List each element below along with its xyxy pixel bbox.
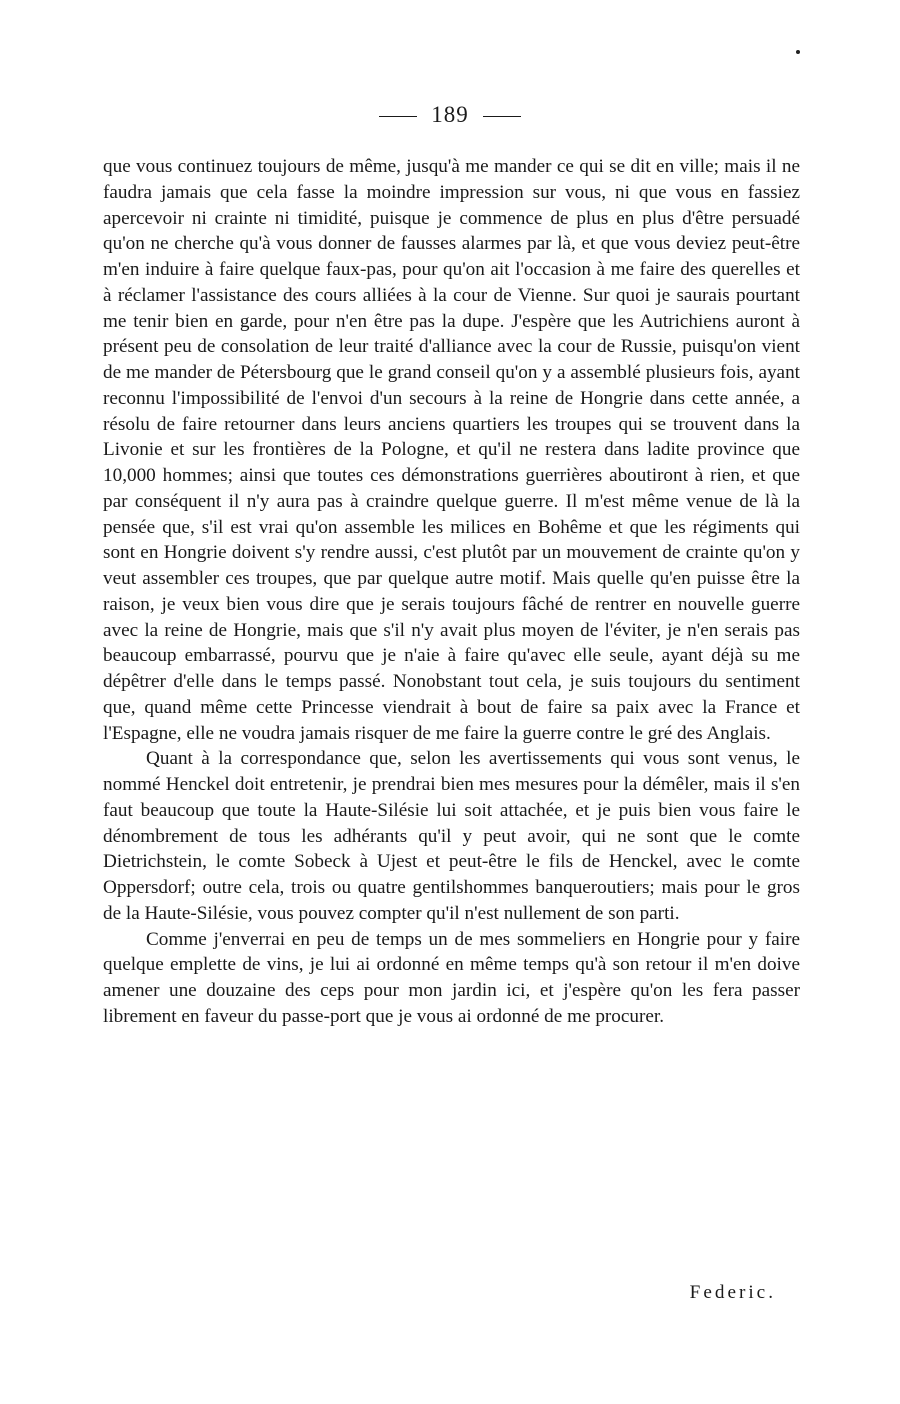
signature: Federic. <box>689 1282 776 1303</box>
paragraph-continuation: que vous continuez toujours de même, jusqu'à me mander ce qui se dit en ville; mais il ne faudra jamais que cela fasse la moindre impression sur vous, ni que vous en fassiez apercevoir ni crainte ni timidité, puisque je commence de plus en plus d'être persuadé qu'on ne cherche qu'à vous donner de fausses alarmes par là, et que vous deviez peut-être m'en induire à faire quelque faux-pas, pour qu'on ait l'occasion à me faire des querelles et à réclamer l'assistance des cours alliées à la cour de Vienne. Sur quoi je saurais pourtant me tenir bien en garde, pour n'en être pas la dupe. J'espère que les Autrichiens auront à présent peu de consolation de leur traité d'alliance avec la cour de Russie, puisqu'on vient de me mander de Pétersbourg que le grand conseil qu'on y a assemblé plusieurs fois, ayant reconnu l'impossibilité de l'envoi d'un secours à la reine de Hongrie dans cette année, a résolu de faire retourner dans leurs anciens quartiers les troupes qui se trouvent dans la Livonie et sur les frontières de la Pologne, et qu'il ne restera dans ladite province que 10,000 hommes; ainsi que toutes ces démonstrations guerrières aboutiront à rien, et que par conséquent il n'y aura pas à craindre quelque guerre. Il m'est même venue de là la pensée que, s'il est vrai qu'on assemble les milices en Bohême et que les régiments qui sont en Hongrie doivent s'y rendre aussi, c'est plutôt par un mouvement de crainte qu'on y veut assembler ces troupes, que par quelque autre motif. Mais quelle qu'en puisse être la raison, je veux bien vous dire que je serais toujours fâché de rentrer en nouvelle guerre avec la reine de Hongrie, mais que s'il n'y avait plus moyen de l'éviter, je n'en serais pas beaucoup embarrassé, pourvu que je n'aie à faire qu'avec elle seule, ayant déjà su me dépêtrer d'elle dans le temps passé. Nonobstant tout cela, je suis toujours du sentiment que, quand même cette Princesse viendrait à bout de faire sa paix avec la France et l'Espagne, elle ne voudra jamais risquer de me faire la guerre contre le gré des Anglais. <box>103 156 800 744</box>
letter-body <box>103 154 800 1030</box>
ink-speck <box>796 50 800 54</box>
paragraph-correspondence: Quant à la correspondance que, selon les avertissements qui vous sont venus, le nommé Henckel doit entretenir, je prendrai bien mes mesures pour la démêler, mais il s'en faut beaucoup que toute la Haute-Silésie lui soit attachée, et je puis bien vous faire le dénombrement de tous les adhérants qu'il y peut avoir, qui ne sont que le comte Dietrichstein, le comte Sobeck à Ujest et peut-être le fils de Henckel, avec le comte Oppersdorf; outre cela, trois ou quatre gentilshommes banqueroutiers; mais pour le gros de la Haute-Silésie, vous pouvez compter qu'il n'est nullement de son parti. <box>103 748 800 924</box>
header-rule-right <box>483 116 521 117</box>
page-number: 189 <box>431 102 469 127</box>
page-header <box>0 102 900 128</box>
paragraph-wine-order: Comme j'enverrai en peu de temps un de mes sommeliers en Hongrie pour y faire quelque emplette de vins, je lui ai ordonné en même temps qu'à son retour il m'en doive amener une douzaine des ceps pour mon jardin ici, et j'espère qu'on les fera passer librement en faveur du passe-port que je vous ai ordonné de me procurer. <box>103 928 800 1027</box>
header-rule-left <box>379 116 417 117</box>
